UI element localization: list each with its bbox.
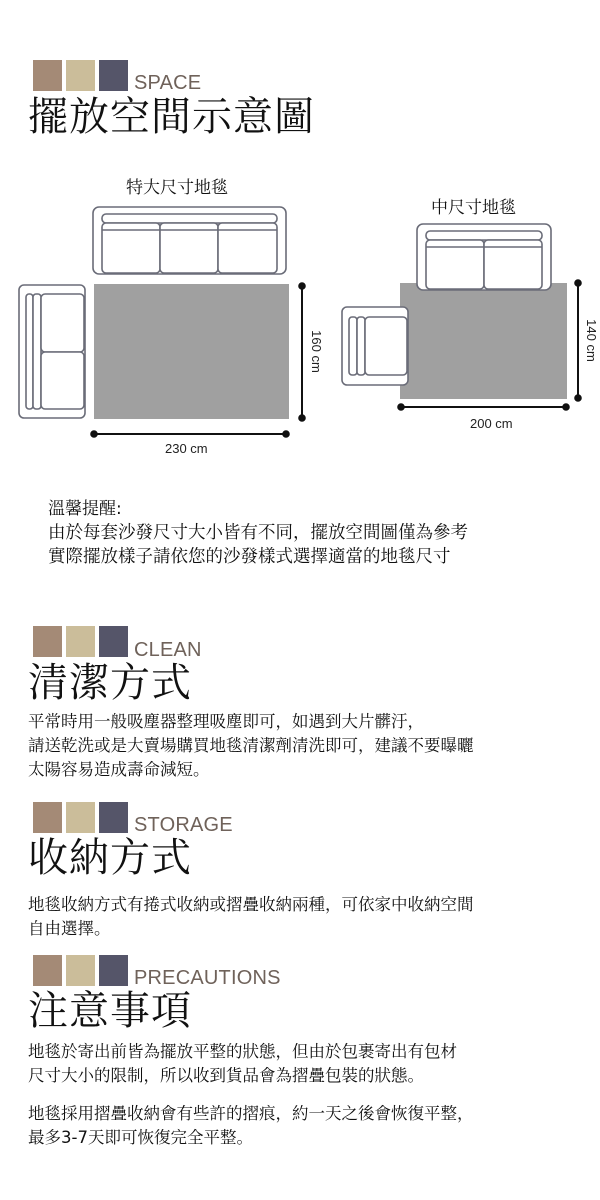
body-line: 尺寸大小的限制，所以收到貨品會為摺疊包裝的狀態。 xyxy=(28,1066,424,1085)
section-en-label: CLEAN xyxy=(134,639,202,661)
tip-heading: 溫馨提醒: xyxy=(48,499,122,519)
loveseat-icon xyxy=(19,285,85,418)
two-seat-sofa-icon xyxy=(417,224,551,290)
section-en-label: STORAGE xyxy=(134,814,233,836)
large-rug-caption: 特大尺寸地毯 xyxy=(126,178,228,198)
placement-diagram xyxy=(0,0,600,470)
section-title: 注意事項 xyxy=(28,988,192,1034)
tip-line-1: 由於每套沙發尺寸大小皆有不同，擺放空間圖僅為參考 xyxy=(48,523,468,543)
medium-rug-diagram xyxy=(342,224,581,410)
color-swatch-beige xyxy=(66,955,95,986)
color-swatch-beige xyxy=(66,626,95,657)
medium-rug-width-label: 200 cm xyxy=(470,416,513,431)
section-en-label: PRECAUTIONS xyxy=(134,967,281,989)
color-swatch-slate xyxy=(99,802,128,833)
color-swatch-taupe xyxy=(33,802,62,833)
body-line: 太陽容易造成壽命減短。 xyxy=(28,760,210,779)
color-swatch-taupe xyxy=(33,626,62,657)
large-rug-diagram xyxy=(19,207,305,437)
medium-rug xyxy=(400,283,567,399)
large-rug-width-label: 230 cm xyxy=(165,441,208,456)
three-seat-sofa-icon xyxy=(93,207,286,274)
body-line: 地毯收納方式有捲式收納或摺疊收納兩種，可依家中收納空間 xyxy=(28,895,474,914)
body-line: 地毯於寄出前皆為擺放平整的狀態，但由於包裹寄出有包材 xyxy=(28,1042,457,1061)
body-line: 請送乾洗或是大賣場購買地毯清潔劑清洗即可，建議不要曝曬 xyxy=(28,736,474,755)
body-line: 地毯採用摺疊收納會有些許的摺痕，約一天之後會恢復平整， xyxy=(28,1104,474,1123)
body-line: 最多3-7天即可恢復完全平整。 xyxy=(28,1128,253,1147)
section-title: 清潔方式 xyxy=(28,660,192,706)
medium-rug-caption: 中尺寸地毯 xyxy=(431,198,516,218)
body-line: 平常時用一般吸塵器整理吸塵即可，如遇到大片髒汙， xyxy=(28,712,424,731)
body-line: 自由選擇。 xyxy=(28,919,111,938)
section-title: 收納方式 xyxy=(28,835,192,881)
large-rug-height-label: 160 cm xyxy=(308,330,324,373)
section-en-label: SPACE xyxy=(134,72,202,94)
tip-line-2: 實際擺放樣子請依您的沙發樣式選擇適當的地毯尺寸 xyxy=(48,547,451,567)
color-swatch-slate xyxy=(99,955,128,986)
color-swatch-slate xyxy=(99,626,128,657)
large-rug xyxy=(94,284,289,419)
medium-rug-height-label: 140 cm xyxy=(583,319,599,362)
armchair-icon xyxy=(342,307,408,385)
section-title: 擺放空間示意圖 xyxy=(28,94,315,140)
color-swatch-beige xyxy=(66,802,95,833)
color-swatch-taupe xyxy=(33,955,62,986)
